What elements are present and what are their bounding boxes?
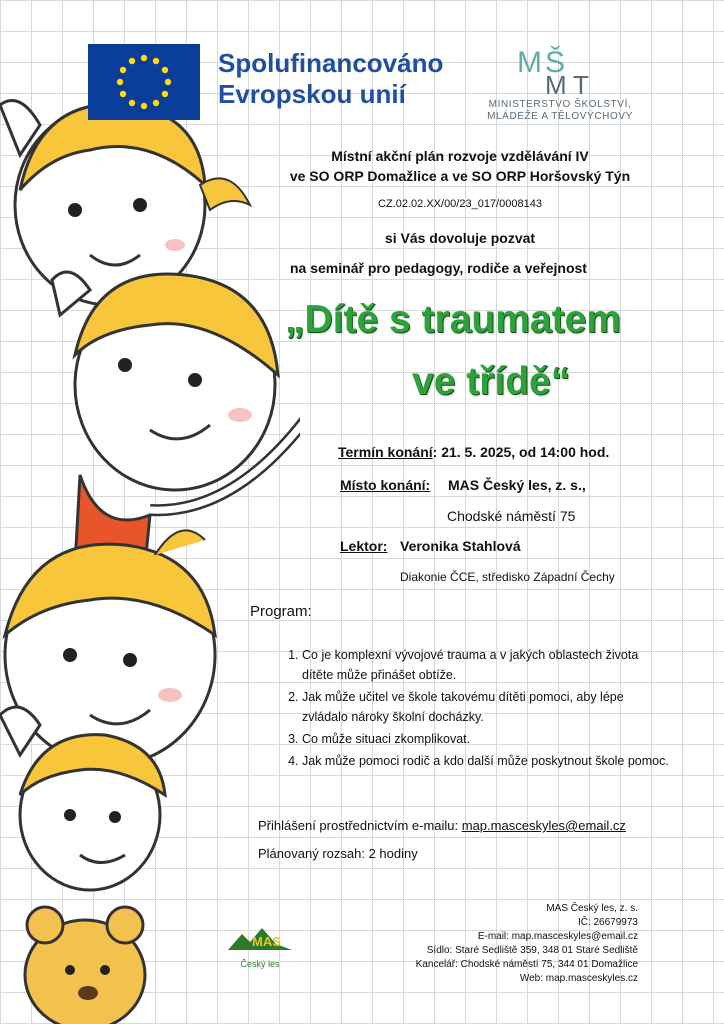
child-4 xyxy=(20,735,165,890)
child-2 xyxy=(52,272,300,565)
place-value-2: Chodské náměstí 75 xyxy=(447,508,576,524)
mas-logo-sub: Český les xyxy=(240,959,280,969)
seminar-title-line-2: ve třídě“ xyxy=(412,360,571,403)
eu-line-1: Spolufinancováno xyxy=(218,48,444,78)
svg-text:Š: Š xyxy=(545,46,566,79)
msmt-monogram-icon xyxy=(515,42,605,94)
term-value: : 21. 5. 2025, od 14:00 hod. xyxy=(432,444,610,460)
planned-scope: Plánovaný rozsah: 2 hodiny xyxy=(258,846,418,861)
ministry-line-2: MLÁDEŽE A TĚLOVÝCHOVY xyxy=(487,111,633,122)
child-3 xyxy=(0,530,215,765)
lecturer-label: Lektor: xyxy=(340,538,388,554)
plan-line-2: ve SO ORP Domažlice a ve SO ORP Horšovský Týn xyxy=(289,168,631,184)
msmt-logo xyxy=(470,42,650,122)
program-item: 4. Jak může pomoci rodič a kdo další může poskytnout škole pomoc. xyxy=(302,751,672,771)
child-1 xyxy=(0,101,250,306)
contact-web: Web: map.masceskyles.cz xyxy=(519,973,638,984)
term-row xyxy=(338,444,609,460)
plan-line-1: Místní akční plán rozvoje vzdělávání IV xyxy=(331,148,589,164)
eu-stars-icon xyxy=(88,44,200,120)
svg-text:MAS: MAS xyxy=(252,934,281,949)
mas-mountain-icon xyxy=(228,924,292,954)
eu-line-2: Evropskou unií xyxy=(218,79,406,109)
lecturer-name: Veronika Stahlová xyxy=(400,538,521,554)
program-item: 1. Co je komplexní vývojové trauma a v jakých oblastech života dítěte může přinášet obtíže. xyxy=(302,645,672,685)
svg-text:M: M xyxy=(545,70,567,94)
contact-org: MAS Český les, z. s. xyxy=(546,903,638,914)
seminar-text: na seminář pro pedagogy, rodiče a veřejnost xyxy=(290,260,587,276)
ministry-line-1: MINISTERSTVO ŠKOLSTVÍ, xyxy=(488,99,632,110)
svg-text:M: M xyxy=(517,46,542,79)
eu-cofinanced-text xyxy=(218,48,443,110)
term-label: Termín konání xyxy=(338,444,433,460)
contact-seat: Sídlo: Staré Sedliště 359, 348 01 Staré Sedliště xyxy=(426,945,638,956)
invite-text: si Vás dovoluje pozvat xyxy=(384,230,536,246)
plan-title xyxy=(250,146,670,186)
place-value-1: MAS Český les, z. s., xyxy=(448,477,586,493)
mas-logo xyxy=(228,924,292,968)
registration-email-link[interactable]: map.masceskyles@email.cz xyxy=(461,818,626,833)
project-code: CZ.02.02.XX/00/23_017/0008143 xyxy=(378,198,542,210)
svg-text:T: T xyxy=(573,70,589,94)
contact-office: Kancelář: Chodské náměstí 75, 344 01 Domažlice xyxy=(415,959,638,970)
program-heading: Program: xyxy=(250,603,312,620)
teddy-bear xyxy=(25,907,145,1024)
contact-email: E-mail: map.masceskyles@email.cz xyxy=(477,931,638,942)
registration-line xyxy=(258,818,626,833)
program-item: 3. Co může situaci zkomplikovat. xyxy=(302,729,672,749)
program-item: 2. Jak může učitel ve škole takovému dítěti pomoci, aby lépe zvládalo nároky školní docházky. xyxy=(302,687,672,727)
contact-block xyxy=(380,902,638,986)
contact-ico: IČ: 26679973 xyxy=(577,917,638,928)
eu-flag xyxy=(88,44,200,120)
seminar-title-line-1: „Dítě s traumatem xyxy=(285,298,621,341)
registration-text: Přihlášení prostřednictvím e-mailu: xyxy=(258,818,462,833)
lecturer-org: Diakonie ČCE, středisko Západní Čechy xyxy=(400,570,615,584)
place-label: Místo konání: xyxy=(340,477,431,493)
program-list xyxy=(270,645,672,773)
